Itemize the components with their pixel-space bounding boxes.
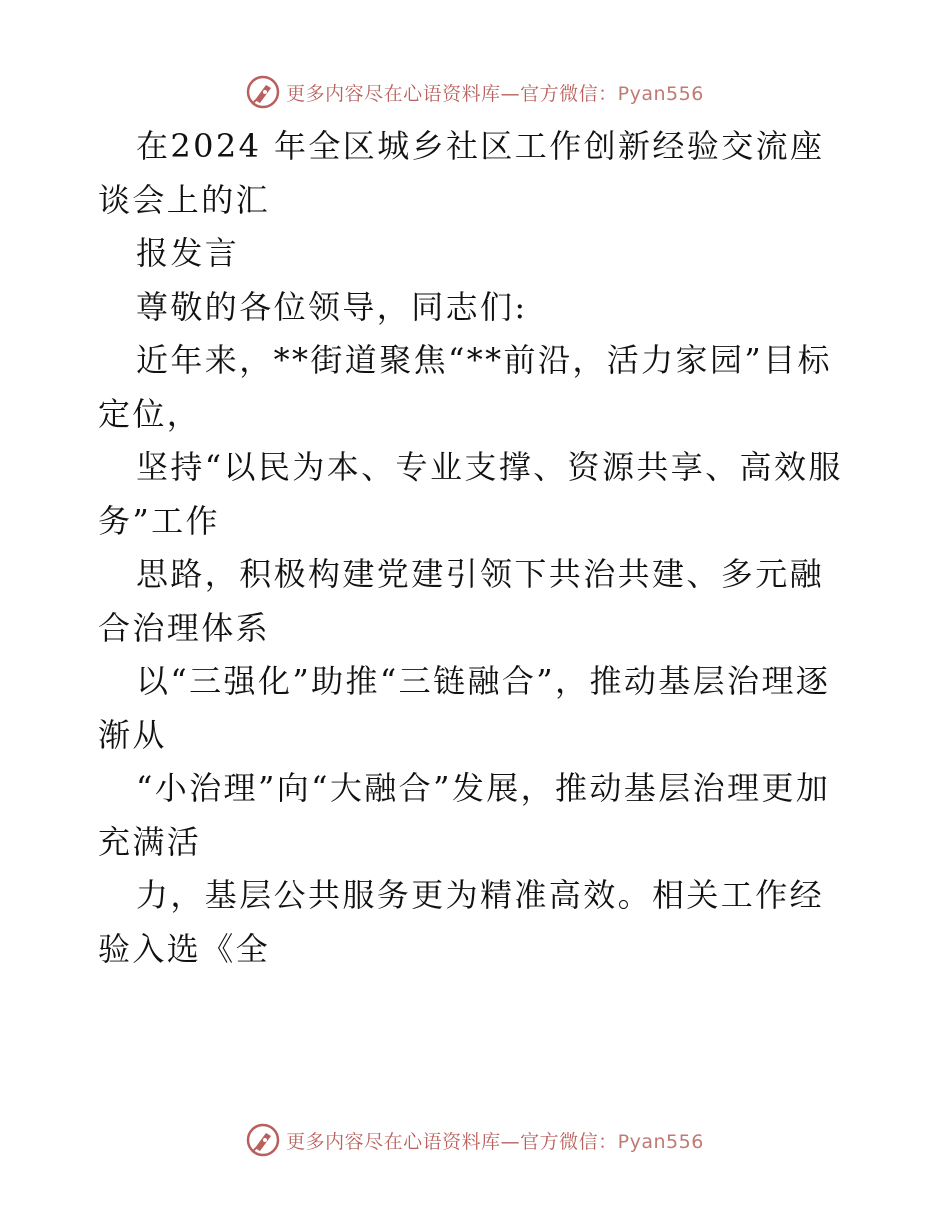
watermark-header	[0, 72, 950, 112]
paragraph: 以“三强化”助推“三链融合”，推动基层治理逐渐从	[98, 662, 831, 754]
watermark-text: 更多内容尽在心语资料库—官方微信：Pyan556	[286, 1130, 704, 1153]
paragraph: 坚持“以民为本、专业支撑、资源共享、高效服务”工作	[98, 448, 843, 540]
paragraph: 近年来，**街道聚焦“**前沿，活力家园”目标定位，	[98, 341, 832, 433]
watermark-text: 更多内容尽在心语资料库—官方微信：Pyan556	[286, 82, 704, 105]
paragraph: 力，基层公共服务更为精准高效。相关工作经验入选《全	[98, 876, 825, 968]
document-body	[98, 120, 858, 976]
pen-nib-logo-icon	[246, 1123, 280, 1157]
paragraph: 在2024 年全区城乡社区工作创新经验交流座谈会上的汇	[98, 127, 825, 219]
paragraph: 报发言	[136, 234, 240, 272]
pen-nib-logo-icon	[246, 75, 280, 109]
paragraph: “小治理”向“大融合”发展，推动基层治理更加充满活	[98, 769, 831, 861]
paragraph: 尊敬的各位领导，同志们:	[136, 287, 528, 326]
watermark-footer	[0, 1120, 950, 1160]
paragraph: 思路，积极构建党建引领下共治共建、多元融合治理体系	[98, 555, 825, 647]
